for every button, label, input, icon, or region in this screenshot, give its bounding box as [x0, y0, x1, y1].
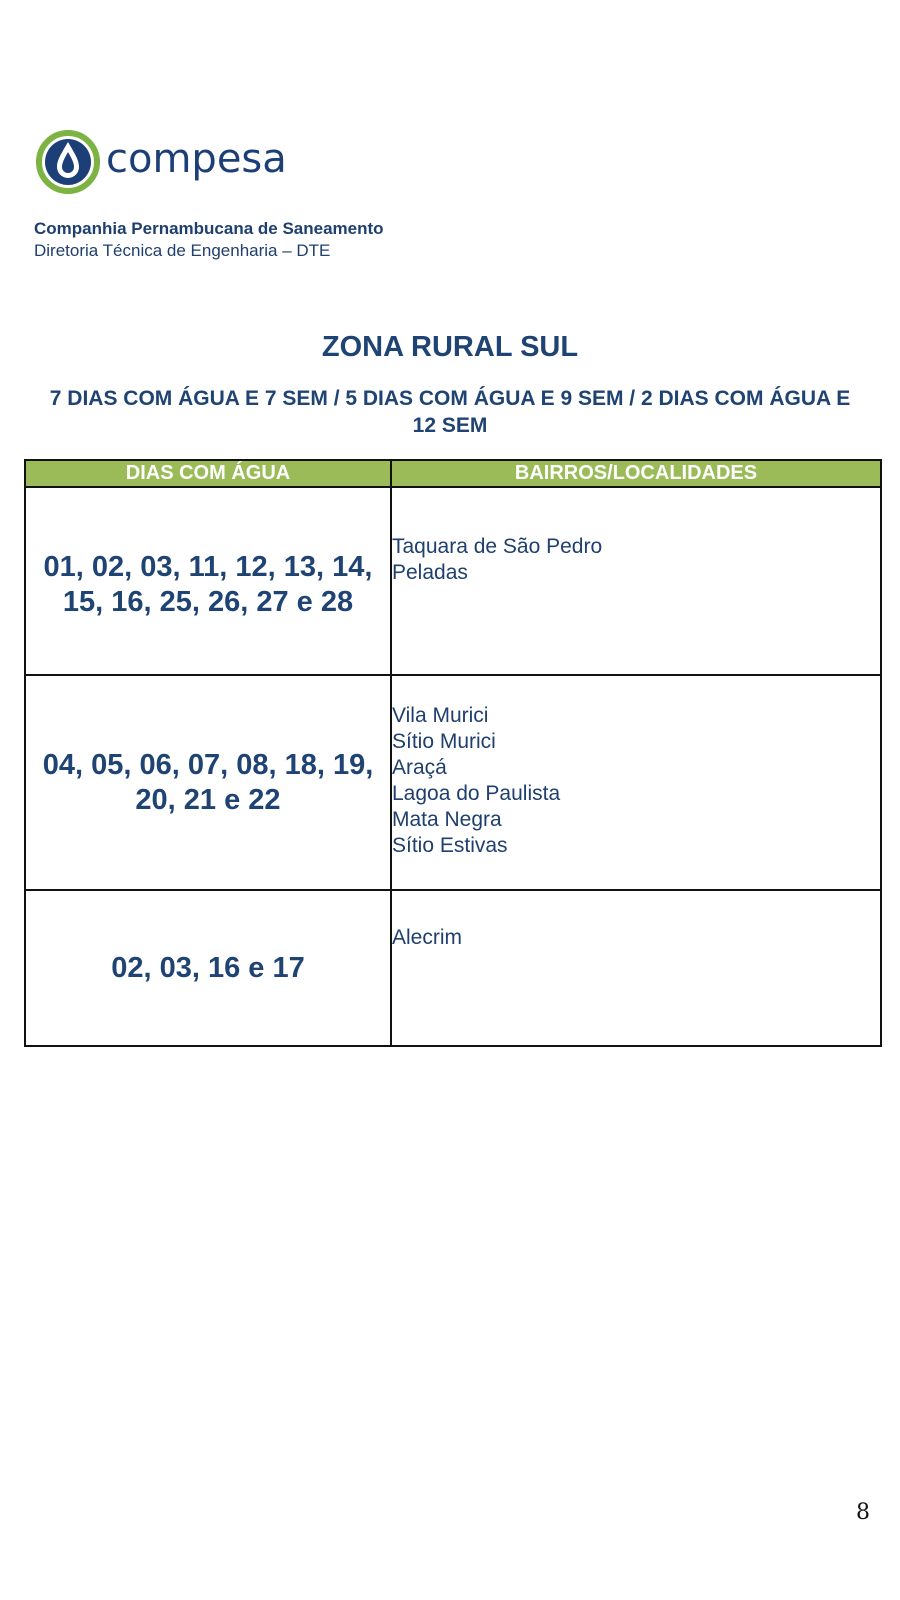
locality-item: Sítio Murici	[392, 730, 496, 753]
supply-schedule-table	[24, 459, 882, 1047]
days-cell: 01, 02, 03, 11, 12, 13, 14, 15, 16, 25, 26, 27 e 28	[25, 487, 391, 675]
locality-item: Peladas	[392, 561, 468, 584]
column-header-localities: BAIRROS/LOCALIDADES	[391, 460, 881, 487]
column-header-days: DIAS COM ÁGUA	[25, 460, 391, 487]
water-drop-logo-icon	[36, 130, 100, 194]
locality-item: Vila Murici	[392, 704, 489, 727]
localities-cell	[391, 487, 881, 675]
localities-cell	[391, 675, 881, 890]
org-name: Companhia Pernambucana de Saneamento	[34, 219, 384, 238]
days-cell: 02, 03, 16 e 17	[25, 890, 391, 1046]
logo-wordmark: compesa	[106, 136, 287, 182]
localities-cell	[391, 890, 881, 1046]
days-cell: 04, 05, 06, 07, 08, 18, 19, 20, 21 e 22	[25, 675, 391, 890]
locality-item: Araçá	[392, 756, 447, 779]
zone-subtitle: 7 DIAS COM ÁGUA E 7 SEM / 5 DIAS COM ÁGUA E 9 SEM / 2 DIAS COM ÁGUA E 12 SEM	[49, 387, 851, 437]
zone-title: ZONA RURAL SUL	[321, 331, 579, 363]
locality-item: Alecrim	[392, 926, 463, 949]
company-logo	[36, 130, 287, 194]
table-row	[25, 487, 881, 675]
locality-item: Lagoa do Paulista	[392, 782, 561, 805]
page-number: 8	[856, 1500, 870, 1525]
org-department: Diretoria Técnica de Engenharia – DTE	[34, 241, 331, 260]
locality-item: Taquara de São Pedro	[392, 535, 603, 558]
locality-item: Sítio Estivas	[392, 834, 508, 857]
locality-item: Mata Negra	[392, 808, 502, 831]
table-header-row	[25, 460, 881, 487]
table-row	[25, 890, 881, 1046]
table-row	[25, 675, 881, 890]
